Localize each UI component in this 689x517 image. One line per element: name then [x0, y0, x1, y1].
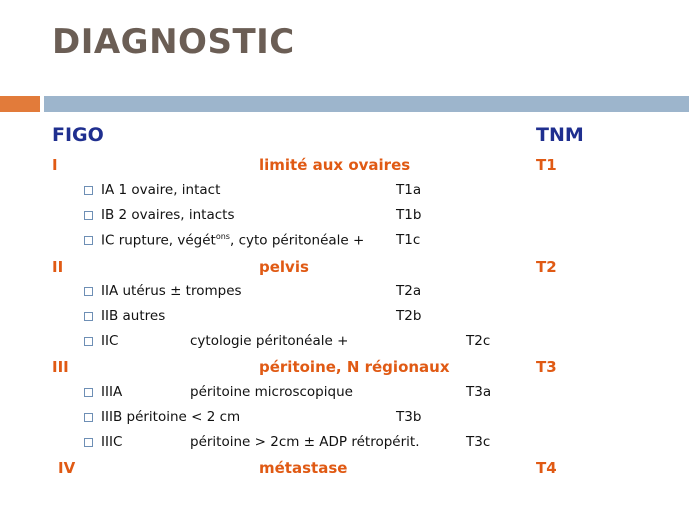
- item-ib-tnm: T1b: [396, 207, 422, 223]
- slide-title: DIAGNOSTIC: [52, 22, 295, 62]
- tnm-header: TNM: [536, 124, 584, 146]
- item-ic-text-a: IC rupture, végét: [101, 232, 216, 249]
- bullet-icon: [84, 287, 93, 296]
- bullet-icon: [84, 236, 93, 245]
- accent-bar-blue: [44, 96, 689, 112]
- stage-i-description: limité aux ovaires: [259, 156, 411, 174]
- accent-bar-orange: [0, 96, 40, 112]
- item-iiia-tnm: T3a: [466, 384, 492, 400]
- bullet-icon: [84, 312, 93, 321]
- stage-iii-tnm: T3: [536, 358, 557, 376]
- figo-header: FIGO: [52, 124, 104, 146]
- stage-ii-tnm: T2: [536, 258, 557, 276]
- bullet-icon: [84, 438, 93, 447]
- item-iic-tnm: T2c: [466, 333, 491, 349]
- bullet-icon: [84, 388, 93, 397]
- stage-i-number: I: [52, 156, 58, 174]
- item-iiic-code: IIIC: [101, 434, 123, 450]
- stage-iv-number: IV: [58, 459, 76, 477]
- stage-ii-number: II: [52, 258, 64, 276]
- stage-ii-description: pelvis: [259, 258, 309, 276]
- item-iib-tnm: T2b: [396, 308, 422, 324]
- stage-iv-tnm: T4: [536, 459, 557, 477]
- item-iia-text: IIA utérus ± trompes: [101, 283, 242, 299]
- item-ic-tnm: T1c: [396, 232, 421, 248]
- item-iib-text: IIB autres: [101, 308, 166, 324]
- item-iic-code: IIC: [101, 333, 119, 349]
- item-iia-tnm: T2a: [396, 283, 422, 299]
- stage-iii-number: III: [52, 358, 69, 376]
- bullet-icon: [84, 211, 93, 220]
- stage-iv-description: métastase: [259, 459, 348, 477]
- item-iiib-text: IIIB péritoine < 2 cm: [101, 409, 241, 425]
- item-iiic-tnm: T3c: [466, 434, 491, 450]
- item-ic-text: [101, 232, 364, 249]
- bullet-icon: [84, 186, 93, 195]
- bullet-icon: [84, 337, 93, 346]
- bullet-icon: [84, 413, 93, 422]
- item-iiic-text: péritoine > 2cm ± ADP rétropérit.: [190, 434, 420, 450]
- item-ic-text-b: , cyto péritonéale +: [229, 232, 365, 249]
- stage-i-tnm: T1: [536, 156, 557, 174]
- item-iiia-text: péritoine microscopique: [190, 384, 353, 400]
- item-iiib-tnm: T3b: [396, 409, 422, 425]
- item-ic-superscript: ons: [215, 232, 230, 241]
- item-iic-text: cytologie péritonéale +: [190, 333, 349, 349]
- item-ia-tnm: T1a: [396, 182, 422, 198]
- stage-iii-description: péritoine, N régionaux: [259, 358, 450, 376]
- item-ib-text: IB 2 ovaires, intacts: [101, 207, 235, 223]
- item-iiia-code: IIIA: [101, 384, 123, 400]
- item-ia-text: IA 1 ovaire, intact: [101, 182, 221, 198]
